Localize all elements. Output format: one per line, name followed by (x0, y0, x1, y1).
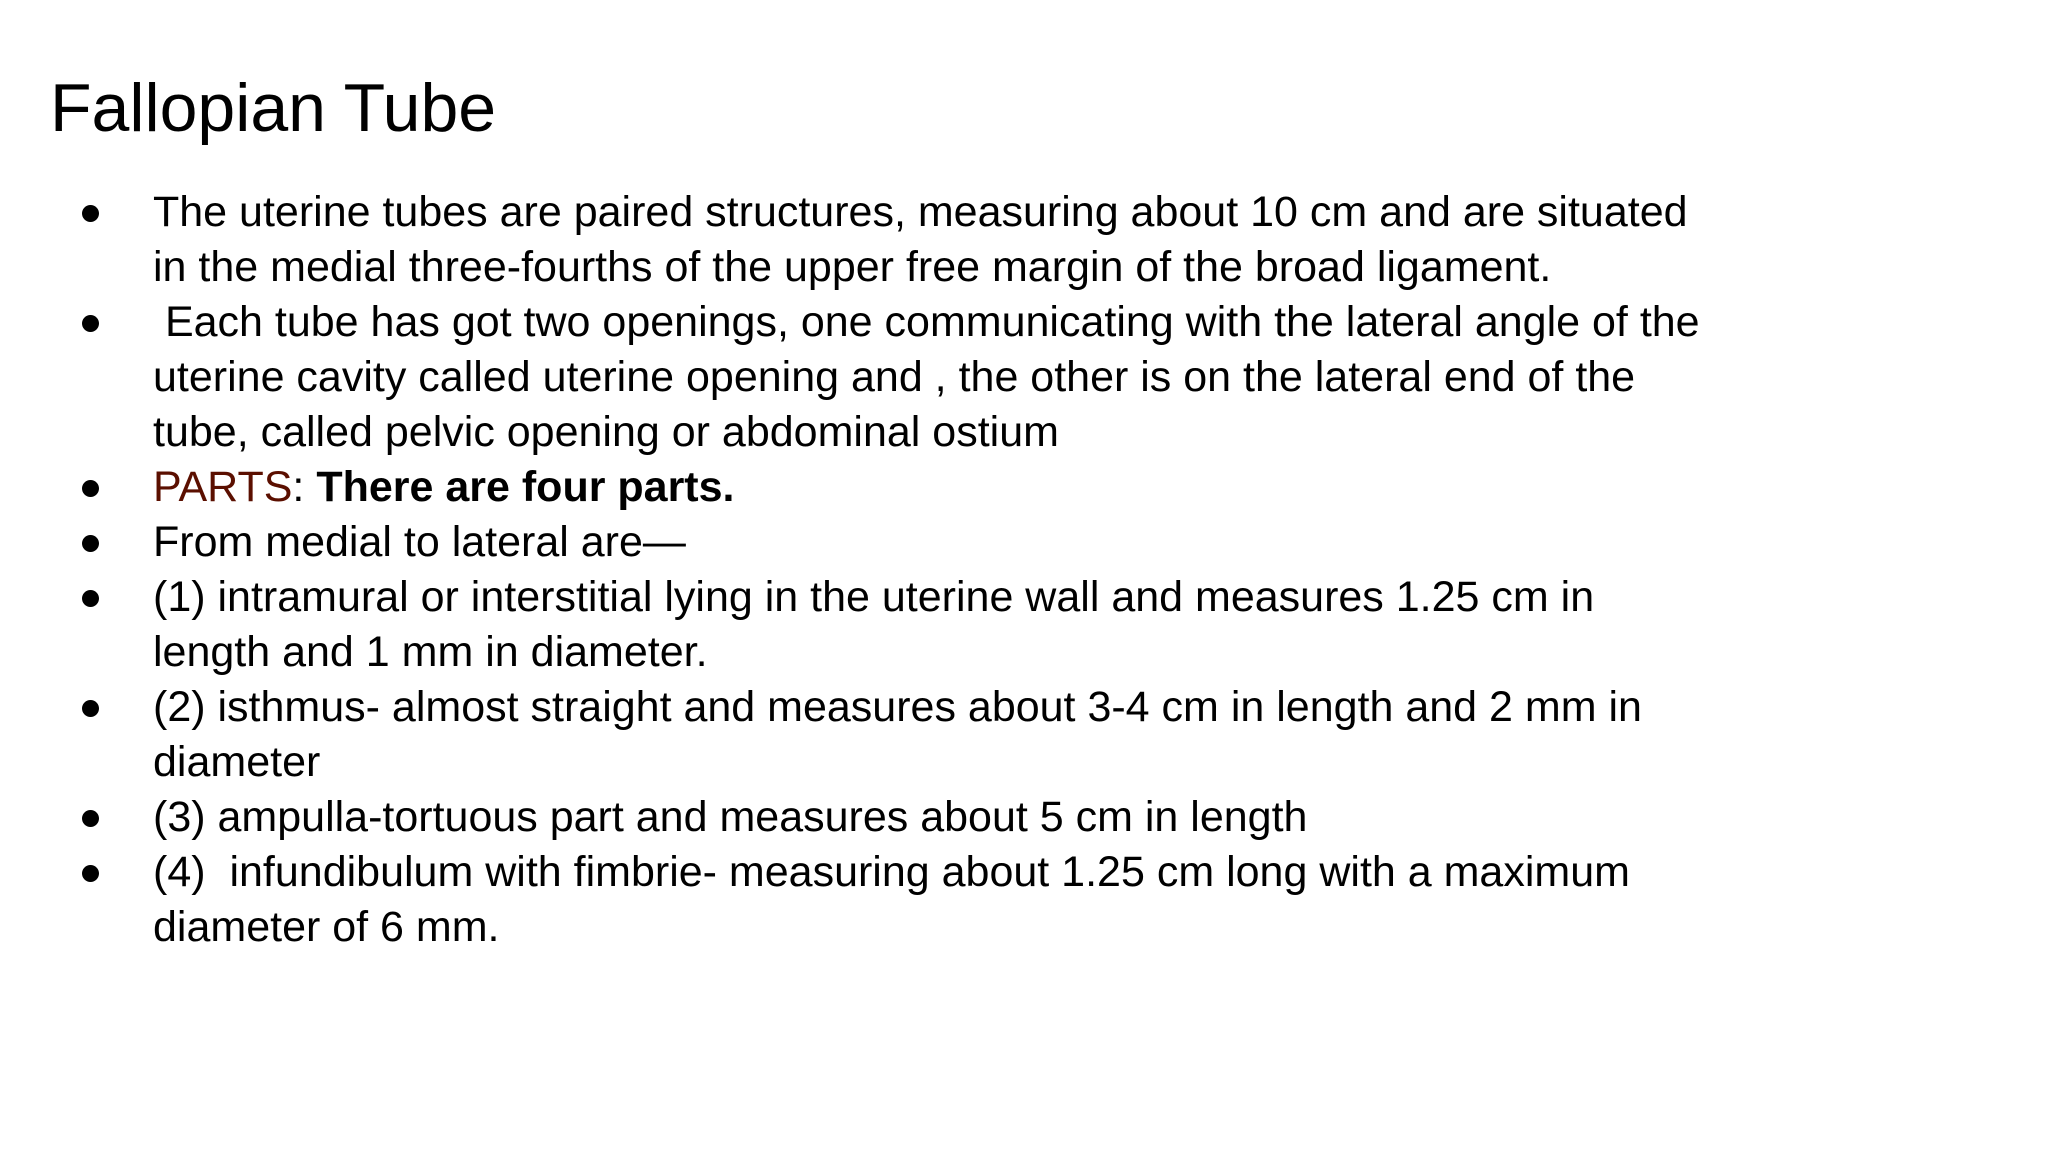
bullet-list (0, 185, 1712, 955)
slide-title: Fallopian Tube (50, 70, 497, 146)
list-item (0, 295, 1712, 460)
bullet-icon (82, 865, 99, 882)
bullet-text: Each tube has got two openings, one communicating with the lateral angle of the uterine cavity called uterine opening and , the other is on the lateral end of the tube, called pelvic opening or abdominal ostium (153, 298, 1712, 456)
bullet-icon (82, 535, 99, 552)
list-item (0, 680, 1700, 790)
bullet-icon (82, 700, 99, 717)
bullet-icon (82, 810, 99, 827)
bullet-icon (82, 205, 99, 222)
bullet-icon (82, 315, 99, 332)
bullet-text: (2) isthmus- almost straight and measures about 3-4 cm in length and 2 mm in diameter (153, 683, 1654, 786)
bullet-icon (82, 590, 99, 607)
bullet-icon (82, 480, 99, 497)
list-item (0, 515, 1700, 570)
list-item (0, 790, 1700, 845)
list-item (0, 460, 1700, 515)
list-item (0, 185, 1700, 295)
bullet-text: (3) ampulla-tortuous part and measures about 5 cm in length (153, 793, 1308, 841)
list-item (0, 845, 1700, 955)
parts-separator: : (292, 463, 317, 511)
parts-bold-text: There are four parts. (316, 463, 735, 511)
bullet-text: From medial to lateral are— (153, 518, 686, 566)
bullet-text: (1) intramural or interstitial lying in the uterine wall and measures 1.25 cm in length and 1 mm in diameter. (153, 573, 1607, 676)
bullet-text: (4) infundibulum with fimbrie- measuring about 1.25 cm long with a maximum diameter of 6 mm. (153, 848, 1642, 951)
list-item (0, 570, 1700, 680)
parts-label: PARTS (153, 463, 293, 511)
bullet-text: The uterine tubes are paired structures, measuring about 10 cm and are situated in the medial three-fourths of the upper free margin of the broad ligament. (153, 188, 1700, 291)
